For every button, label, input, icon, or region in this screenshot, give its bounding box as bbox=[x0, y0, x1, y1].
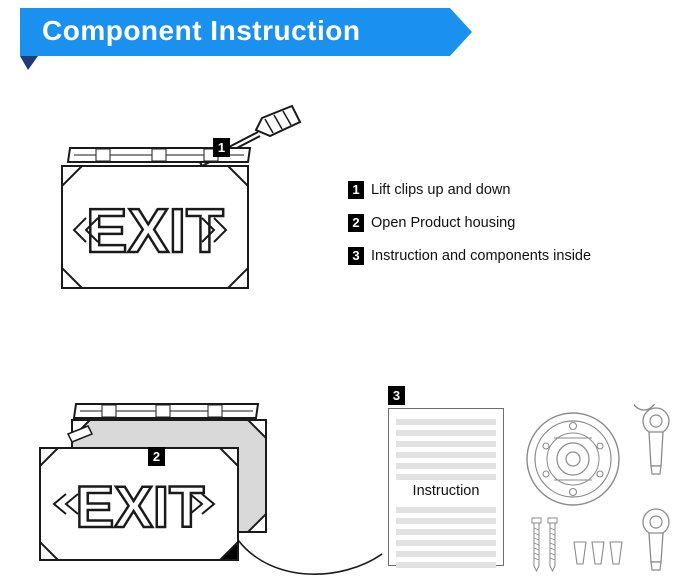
legend-text-2: Open Product housing bbox=[371, 215, 516, 231]
legend-number-2: 2 bbox=[348, 214, 364, 232]
wire-nuts-part-group bbox=[572, 538, 628, 570]
legend-text-1: Lift clips up and down bbox=[371, 182, 511, 198]
legend-item-2 bbox=[348, 213, 648, 233]
page-title: Component Instruction bbox=[42, 15, 361, 46]
header-banner bbox=[20, 8, 472, 56]
legend-text-3: Instruction and components inside bbox=[371, 248, 592, 264]
wire-nut-3 bbox=[610, 542, 622, 564]
wire-nut-1 bbox=[574, 542, 586, 564]
exit-text-bottom: EXIT bbox=[75, 475, 205, 540]
mounting-bracket-lower-part bbox=[634, 506, 678, 576]
callout-badge-2: 2 bbox=[148, 447, 165, 466]
legend-item-1 bbox=[348, 180, 648, 200]
instruction-sheet bbox=[388, 408, 504, 566]
mounting-canopy-plate-part bbox=[524, 404, 622, 514]
legend-number-3: 3 bbox=[348, 247, 364, 265]
sheet-lines-bottom bbox=[396, 507, 496, 573]
instruction-sheet-label: Instruction bbox=[412, 483, 480, 499]
callout-badge-3: 3 bbox=[388, 386, 405, 405]
exit-sign-top-illustration bbox=[52, 100, 342, 310]
sheet-lines-top bbox=[396, 419, 496, 485]
callout-badge-1: 1 bbox=[213, 138, 230, 157]
screw-long-2 bbox=[548, 518, 557, 571]
screws-part-group bbox=[528, 516, 564, 574]
exit-text-top: EXIT bbox=[86, 197, 224, 266]
legend-number-1: 1 bbox=[348, 181, 364, 199]
wire-nut-2 bbox=[592, 542, 604, 564]
leader-line bbox=[232, 520, 402, 580]
legend-item-3 bbox=[348, 246, 648, 266]
step-legend bbox=[348, 180, 648, 279]
mounting-bracket-upper-part bbox=[634, 404, 678, 482]
screw-long-1 bbox=[532, 518, 541, 571]
